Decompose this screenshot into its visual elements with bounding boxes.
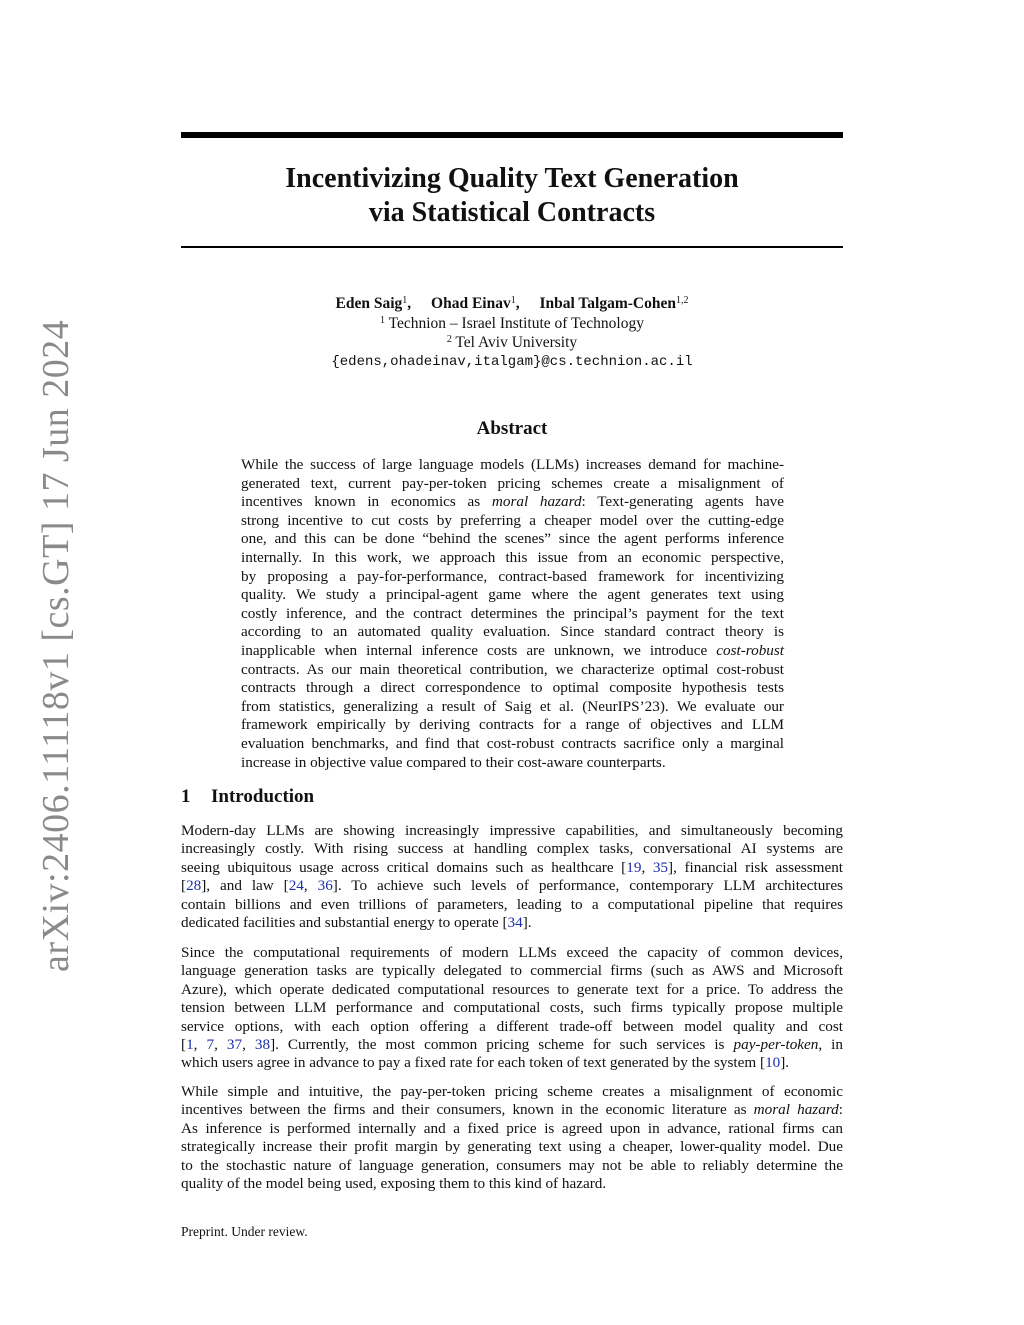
citation-link[interactable]: 19 [626,858,642,876]
paragraph-line: quality of the model being used, exposing them to this kind of hazard. [181,1174,607,1192]
citation-link[interactable]: 24 [288,877,304,895]
section-heading-introduction [181,786,314,808]
paragraph-line: Azure), which operate dedicated computational resources to generate text for a price. To address the [181,980,843,998]
top-rule [181,132,843,138]
paragraph-line: which users agree in advance to pay a fixed rate for each token of text generated by the system [10]. [181,1054,790,1072]
abstract-line: inapplicable when internal inference costs are unknown, we introduce cost-robust [241,641,785,659]
abstract-line: one, and this can be done “behind the scenes” since the agent performs inference [241,530,784,548]
abstract-line: generated text, current pay-per-token pricing schemes create a misalignment of [241,474,784,492]
citation-link[interactable]: 34 [507,913,523,931]
abstract-line: from statistics, generalizing a result of Saig et al. (NeurIPS’23). We evaluate our [241,697,784,715]
citation-link[interactable]: 38 [254,1035,271,1053]
paragraph-line: tension between LLM performance and computational costs, such firms typically propose multiple [181,999,843,1017]
abstract-line: quality. We study a principal-agent game where the agent generates text using [241,586,784,604]
abstract-line: evaluation benchmarks, and find that cost-robust contracts sacrifice only a marginal [241,734,784,752]
citation-link[interactable]: 37 [226,1035,243,1053]
abstract-line: increase in objective value compared to their cost-aware counterparts. [241,753,666,771]
author-2: Ohad Einav$^1$, [431,295,520,312]
paragraph-line: service options, with each option offering a different trade-off between model quality and cost [181,1017,843,1035]
abstract-line: according to an automated quality evaluation. Since standard contract theory is [241,623,784,641]
intro-paragraph-3 [181,1083,843,1193]
arxiv-identifier-stamp: arXiv:2406.11118v1 [cs.GT] 17 Jun 2024 [35,319,77,972]
paragraph-line: [1, 7, 37, 38]. Currently, the most common pricing scheme for such services is pay-per-token, in [181,1035,843,1053]
paragraph-line: While simple and intuitive, the pay-per-token pricing scheme creates a misalignment of economic [181,1083,843,1100]
paragraph-line: strategically increase their profit margin by generating text using a cheaper, lower-quality model. Due [181,1138,843,1156]
paper-title [181,162,843,230]
section-number: 1 [181,786,191,807]
abstract-line: strong incentive to cut costs by preferring a cheaper model over the cutting-edge [241,511,784,529]
abstract-line: costly inference, and the contract determines the principal’s payment for the text [241,604,784,622]
author-emails: {edens,ohadeinav,italgam}@cs.technion.ac.il [331,353,693,370]
paragraph-line: dedicated facilities and substantial energy to operate [34]. [181,913,532,931]
title-rule [181,246,843,248]
abstract-line: incentives known in economics as moral hazard: Text-generating agents have [241,493,785,511]
title-line-1: Incentivizing Quality Text Generation [285,163,739,194]
paragraph-line: contain billions and even trillions of parameters, leading to a computational pipeline that requires [181,895,843,913]
paragraph-line: Modern-day LLMs are showing increasingly impressive capabilities, and simultaneously becoming [181,822,843,839]
footer-note: Preprint. Under review. [181,1224,308,1239]
paragraph-line: to the stochastic nature of language generation, consumers may not be able to reliably determine the [181,1156,843,1174]
intro-paragraph-1 [181,822,843,932]
paragraph-line: [28], and law [24, 36]. To achieve such levels of performance, contemporary LLM architectures [181,877,843,895]
paragraph-line: As inference is performed internally and a fixed price is agreed upon in advance, rational firms can [181,1119,843,1137]
abstract-heading: Abstract [476,418,548,439]
affiliation-1: $^1$ Technion – Israel Institute of Technology [380,314,644,332]
paragraph-line: incentives between the firms and their consumers, known in the economic literature as moral hazard: [181,1101,843,1119]
intro-paragraph-2 [181,944,843,1073]
paragraph-line: Since the computational requirements of modern LLMs exceed the capacity of common devices, [181,944,843,961]
citation-link[interactable]: 1 [186,1035,194,1053]
paragraph-line: seeing ubiquitous usage across critical domains such as healthcare [19, 35], financial risk assessment [181,858,844,876]
citation-link[interactable]: 7 [206,1035,215,1053]
abstract-line: framework empirically by deriving contracts for a range of objectives and LLM [241,716,784,734]
author-block [181,294,843,372]
abstract-line: While the success of large language models (LLMs) increases demand for machine- [241,456,784,473]
abstract-line: internally. In this work, we approach this issue from an economic perspective, [241,548,784,566]
citation-link[interactable]: 35 [652,858,669,876]
section-title: Introduction [211,786,315,807]
citation-link[interactable]: 10 [765,1054,781,1072]
paragraph-line: language generation tasks are typically delegated to commercial firms (such as AWS and Microsoft [181,962,843,980]
affiliation-2: $^2$ Tel Aviv University [446,334,578,351]
abstract-line: by proposing a pay-for-performance, contract-based framework for incentivizing [241,567,784,585]
author-1: Eden Saig$^1$, [335,295,412,312]
citation-link[interactable]: 36 [317,877,333,895]
abstract-line: contracts through a direct correspondence to optimal composite hypothesis tests [241,679,784,697]
abstract-body [241,456,784,772]
title-line-2: via Statistical Contracts [368,197,656,228]
author-names [181,294,843,314]
abstract-line: contracts. As our main theoretical contribution, we characterize optimal cost-robust [241,660,784,678]
paragraph-line: increasingly costly. With rising success at handling complex tasks, conversational AI systems are [181,840,843,858]
author-3: Inbal Talgam-Cohen$^{1,2}$ [539,295,689,312]
citation-link[interactable]: 28 [186,877,202,895]
